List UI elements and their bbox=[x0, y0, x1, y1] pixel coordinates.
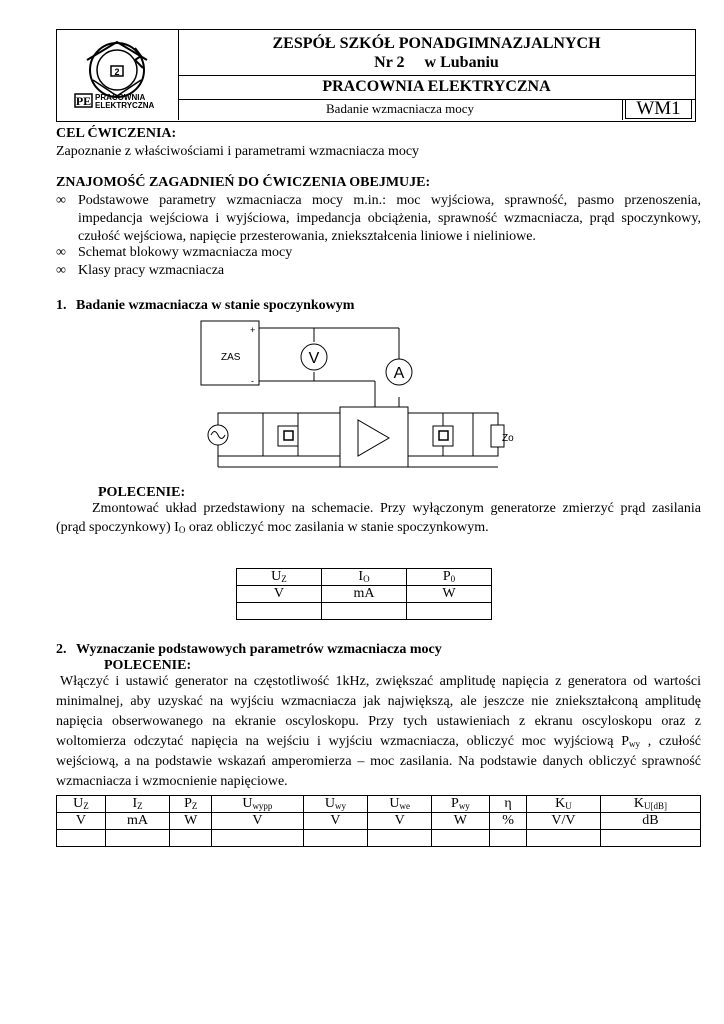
knowledge-item-text: Schemat blokowy wzmacniacza mocy bbox=[78, 245, 293, 260]
infinity-bullet-icon: ∞ bbox=[56, 193, 66, 208]
table-header-cell: $U_{wypp}$ bbox=[212, 796, 303, 813]
exercise-subject: Badanie wzmacniacza mocy bbox=[178, 99, 623, 120]
section1-command-heading: POLECENIE: bbox=[98, 485, 186, 500]
supply-plus: + bbox=[250, 325, 256, 335]
section2-command-heading: POLECENIE: bbox=[104, 658, 192, 673]
table-unit-cell: V bbox=[303, 813, 368, 830]
infinity-bullet-icon: ∞ bbox=[56, 263, 66, 278]
table-header-cell: $K_{U[dB]}$ bbox=[600, 796, 700, 813]
goal-heading: CEL ĆWICZENIA: bbox=[56, 126, 177, 141]
section2-para-sub: wy bbox=[629, 739, 641, 749]
section1-number: 1. bbox=[56, 298, 67, 313]
parameters-table bbox=[56, 795, 701, 847]
table-empty-row bbox=[57, 830, 701, 847]
table-header-cell: $U_{we}$ bbox=[368, 796, 431, 813]
table-unit-cell: W bbox=[431, 813, 489, 830]
section2-title: Wyznaczanie podstawowych parametrów wzmacniacza mocy bbox=[76, 642, 442, 657]
section2-para-b: , czułość wejściową, a na podstawie wskazań amperomierza – moc zasilania. Na podstawie danych obliczyć sprawność wzmacniacza i wzmocnienie napięciowe. bbox=[56, 734, 701, 789]
knowledge-item bbox=[56, 262, 701, 280]
document-header bbox=[56, 29, 696, 122]
table-header-row bbox=[57, 796, 701, 813]
oscilloscope-output-icon bbox=[433, 426, 453, 446]
table-unit-cell: % bbox=[489, 813, 526, 830]
table-header-cell: $K_U$ bbox=[527, 796, 601, 813]
table-unit-cell: V bbox=[237, 586, 322, 603]
supply-minus: - bbox=[251, 376, 254, 386]
oscilloscope-input-icon bbox=[278, 426, 298, 446]
quiescent-table bbox=[236, 568, 492, 620]
table-input-cell[interactable] bbox=[321, 603, 406, 620]
table-input-cell[interactable] bbox=[105, 830, 170, 847]
section2-command-text bbox=[56, 672, 701, 792]
supply-label: ZAS bbox=[221, 352, 241, 363]
table-unit-cell: mA bbox=[105, 813, 170, 830]
section1-heading bbox=[56, 296, 354, 315]
table-input-cell[interactable] bbox=[57, 830, 106, 847]
table-header-cell: $U_Z$ bbox=[57, 796, 106, 813]
knowledge-item bbox=[56, 192, 701, 246]
logo-text2: ELEKTRYCZNA bbox=[95, 101, 155, 110]
school-emblem-icon bbox=[57, 30, 178, 120]
table-unit-cell: V bbox=[212, 813, 303, 830]
exercise-code: WM1 bbox=[625, 99, 691, 119]
generator-icon bbox=[208, 425, 228, 445]
section1-command-sub: O bbox=[178, 525, 186, 535]
infinity-bullet-icon: ∞ bbox=[56, 245, 66, 260]
table-input-cell[interactable] bbox=[489, 830, 526, 847]
table-header-cell: $P_0$ bbox=[407, 569, 492, 586]
table-input-cell[interactable] bbox=[212, 830, 303, 847]
table-header-row bbox=[237, 569, 492, 586]
logo-number: 2 bbox=[114, 67, 120, 77]
table-unit-row bbox=[57, 813, 701, 830]
section2-number: 2. bbox=[56, 642, 67, 657]
school-line2: Nr 2 w Lubaniu bbox=[374, 54, 499, 71]
table-unit-cell: W bbox=[407, 586, 492, 603]
section1-title: Badanie wzmacniacza w stanie spoczynkowym bbox=[76, 298, 355, 313]
table-header-cell: $I_Z$ bbox=[105, 796, 170, 813]
table-unit-cell: V bbox=[368, 813, 431, 830]
school-logo bbox=[57, 30, 179, 120]
table-unit-cell: W bbox=[170, 813, 212, 830]
knowledge-item-text: Podstawowe parametry wzmacniacza mocy m.in.: moc wyjściowa, sprawność, pasmo przenoszenia, impedancja wejściowa i wyjściowa, impedancja obciążenia, sprawność wzmacniacza, prąd spoczynkowy, czułość wejściowa, napięcie przesterowania, zniekształcenia liniowe i nieliniowe. bbox=[78, 193, 701, 244]
school-line1: ZESPÓŁ SZKÓŁ PONADGIMNAZJALNYCH bbox=[272, 35, 601, 52]
table-input-cell[interactable] bbox=[407, 603, 492, 620]
section1-command-main: Zmontować układ przedstawiony na schemacie. Przy wyłączonym generatorze zmierzyć prąd zasilania (prąd spoczynkowy) I bbox=[56, 501, 701, 535]
table-input-cell[interactable] bbox=[431, 830, 489, 847]
section1-command-text bbox=[56, 499, 701, 537]
table-header-cell: η bbox=[489, 796, 526, 813]
table-input-cell[interactable] bbox=[527, 830, 601, 847]
knowledge-heading: ZNAJOMOŚĆ ZAGADNIEŃ DO ĆWICZENIA OBEJMUJE: bbox=[56, 175, 431, 190]
table-input-cell[interactable] bbox=[170, 830, 212, 847]
lab-name: PRACOWNIA ELEKTRYCZNA bbox=[178, 76, 695, 100]
table-header-cell: $P_{wy}$ bbox=[431, 796, 489, 813]
section1-command-tail: oraz obliczyć moc zasilania w stanie spoczynkowym. bbox=[185, 520, 489, 535]
logo-text1: PRACOWNIA bbox=[95, 93, 146, 102]
goal-text: Zapoznanie z właściwościami i parametrami wzmacniacza mocy bbox=[56, 144, 420, 159]
load-label: Zo bbox=[502, 433, 514, 444]
section2-para-a: Włączyć i ustawić generator na częstotliwość 1kHz, zwiększać amplitudę napięcia z generatora od wartości minimalnej, aby uzyskać na wyjściu wzmacniacza jak największą, ale jeszcze nie zniekształconą amplitudę napięcia obserwowanego na ekranie oscyloskopu. Przy tych ustawieniach z ekranu oscyloskopu oraz z woltomierza odczytać napięcia na wejściu i wyjściu wzmacniacza, obliczyć moc wyjściową P bbox=[56, 674, 701, 749]
table-unit-cell: V/V bbox=[527, 813, 601, 830]
table-unit-row bbox=[237, 586, 492, 603]
ammeter-label: A bbox=[393, 365, 405, 382]
exercise-code-box bbox=[622, 99, 695, 120]
table-input-cell[interactable] bbox=[600, 830, 700, 847]
circuit-diagram bbox=[200, 315, 520, 480]
table-unit-cell: dB bbox=[600, 813, 700, 830]
knowledge-item-text: Klasy pracy wzmacniacza bbox=[78, 263, 225, 278]
table-unit-cell: V bbox=[57, 813, 106, 830]
table-input-cell[interactable] bbox=[368, 830, 431, 847]
logo-pe: PE bbox=[75, 94, 92, 108]
table-empty-row bbox=[237, 603, 492, 620]
table-input-cell[interactable] bbox=[303, 830, 368, 847]
voltmeter-label: V bbox=[308, 350, 320, 367]
knowledge-item bbox=[56, 244, 701, 262]
school-name bbox=[178, 30, 695, 76]
table-header-cell: $I_O$ bbox=[321, 569, 406, 586]
table-input-cell[interactable] bbox=[237, 603, 322, 620]
table-header-cell: $U_{wy}$ bbox=[303, 796, 368, 813]
table-unit-cell: mA bbox=[321, 586, 406, 603]
table-header-cell: $P_Z$ bbox=[170, 796, 212, 813]
table-header-cell: $U_Z$ bbox=[237, 569, 322, 586]
